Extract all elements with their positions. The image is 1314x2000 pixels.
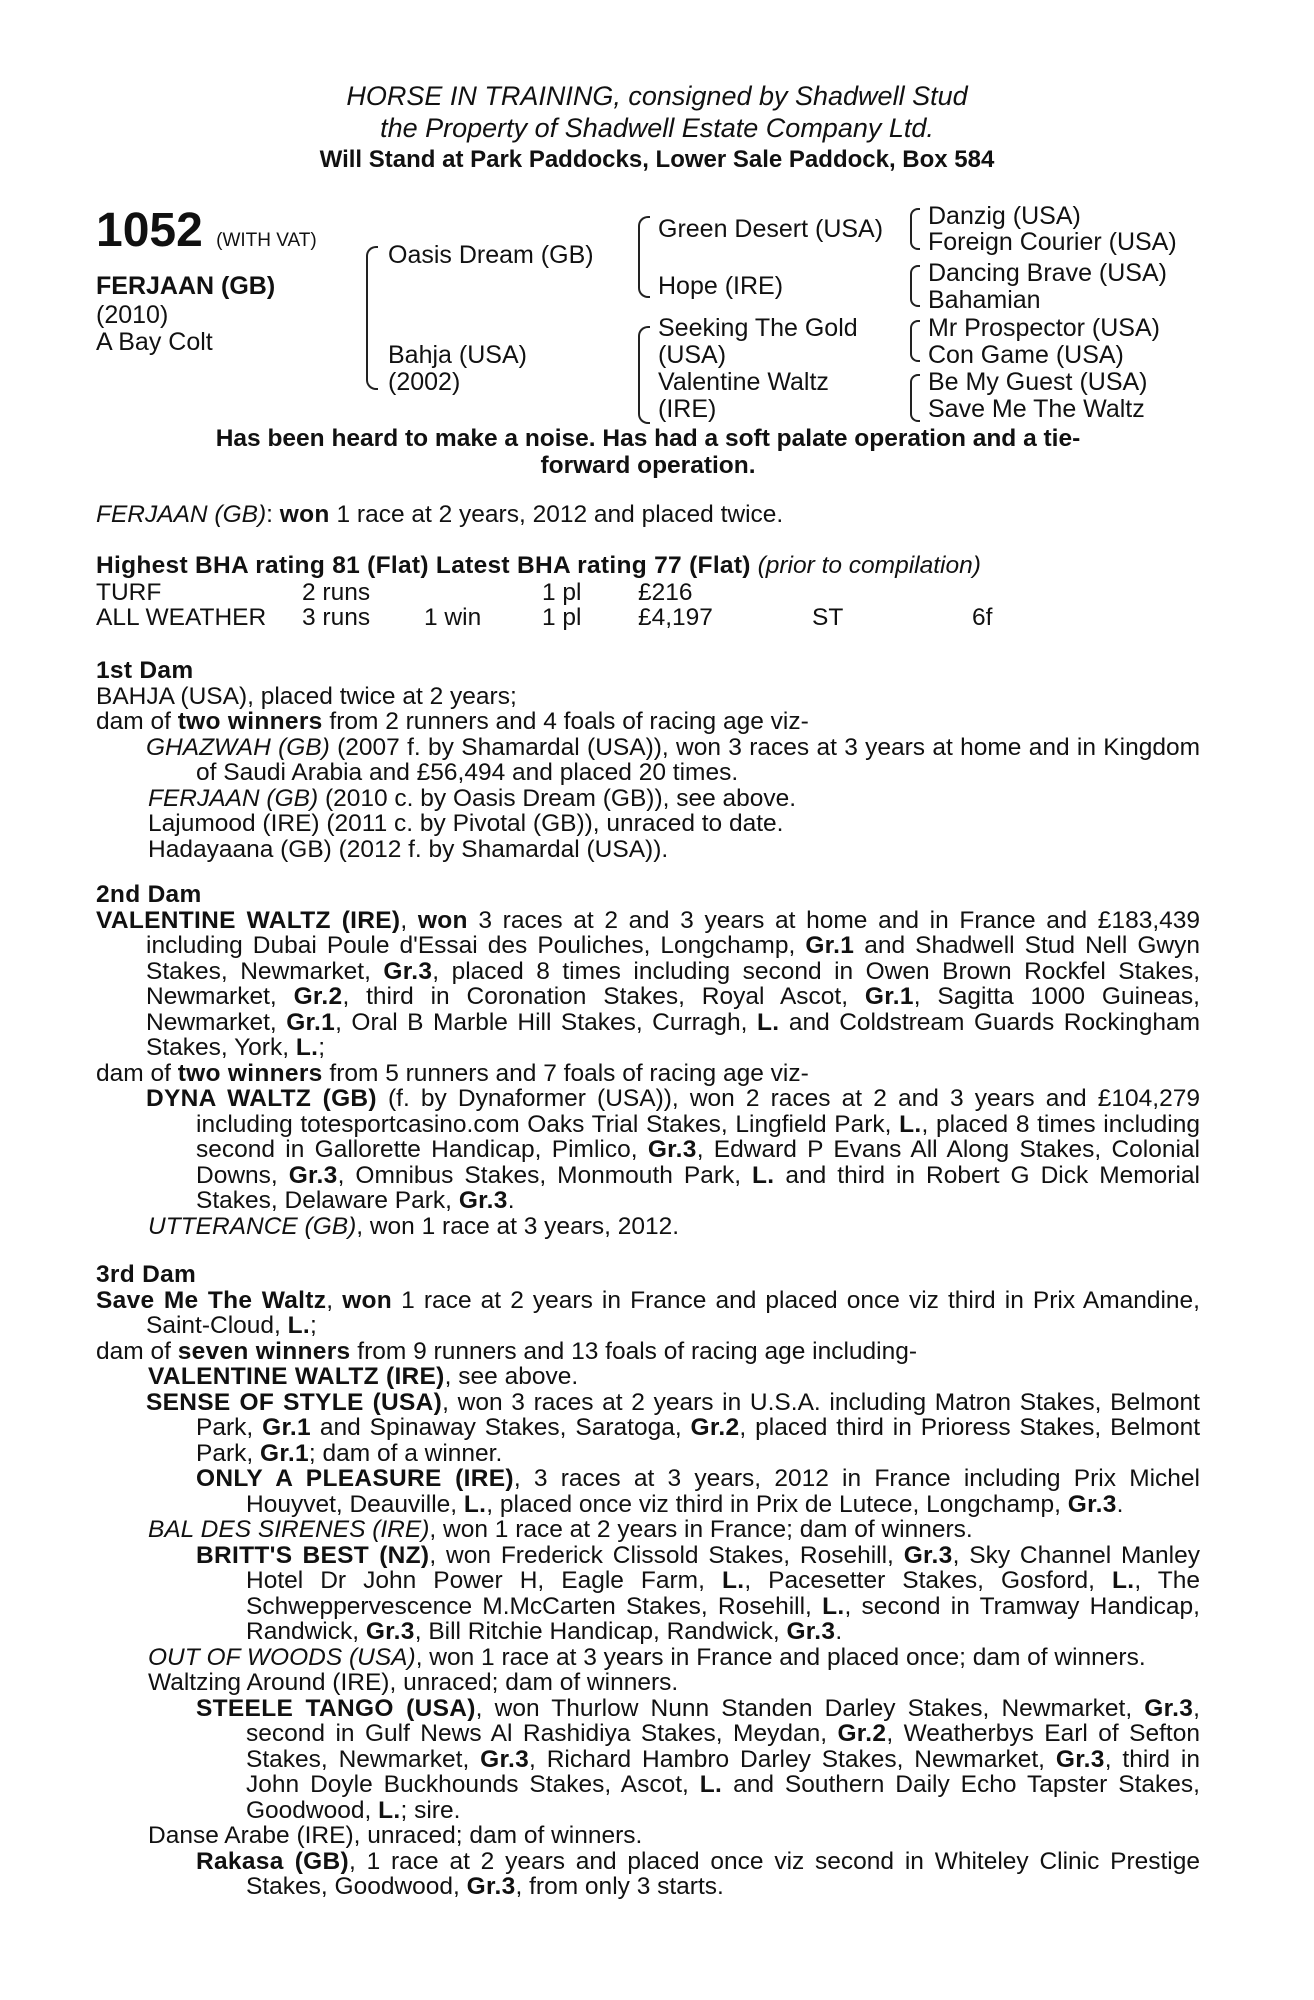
- record-money: £216: [638, 579, 693, 606]
- offspring-dyna-waltz: [96, 1086, 1200, 1214]
- horse-description: A Bay Colt: [96, 328, 213, 356]
- offspring-name: FERJAAN (GB): [148, 784, 319, 812]
- owner-line: the Property of Shadwell Estate Company Ltd.: [380, 113, 934, 143]
- gg-6: Con Game (USA): [928, 341, 1124, 369]
- second-dam-record: VALENTINE WALTZ (IRE), won 3 races at 2 and 3 years at home and in France and £183,439 including Dubai Poule d'Essai des Pouliches, Longchamp, Gr.1 and Shadwell Stud Nell Gwyn Stakes, Newmarket, Gr.3, placed 8 times including second in Owen Brown Rockfel Stakes, Newmarket, Gr.2, third in Coronation Stakes, Royal Ascot, Gr.1, Sagitta 1000 Guineas, Newmarket, Gr.1, Oral B Marble Hill Stakes, Curragh, L. and Coldstream Guards Rockingham Stakes, York, L.;: [96, 906, 1200, 1061]
- third-dam-section: [96, 1262, 1200, 1900]
- notice-line-1: Has been heard to make a noise. Has had a soft palate operation and a tie-: [215, 425, 1081, 452]
- pedigree-brace-4: [910, 374, 920, 422]
- first-dam-heading: 1st Dam: [96, 657, 194, 684]
- text: , third in John Doyle Buckhounds Stakes, Ascot,: [246, 1745, 1201, 1798]
- text: ; sire.: [400, 1796, 461, 1824]
- gg-4: Bahamian: [928, 286, 1041, 314]
- text: from 5 runners and 7 foals of racing age viz-: [322, 1059, 809, 1087]
- second-dam-name: VALENTINE WALTZ (IRE): [96, 906, 401, 934]
- text: , see above.: [444, 1363, 579, 1390]
- text: (f. by Dynaformer (USA)), won 2 races at 2 and 3 years and £104,279 including totesportcasino.com Oaks Trial Stakes, Lingfield Park,: [196, 1085, 1200, 1138]
- dam-dam-line1: Valentine Waltz: [658, 368, 829, 396]
- grade: Gr.2: [293, 983, 343, 1010]
- offspring-name: BAL DES SIRENES (IRE): [148, 1516, 430, 1543]
- text: , 1 race at 2 years and placed once viz second in Whiteley Clinic Prestige Stakes, Goodwood,: [246, 1847, 1201, 1900]
- grade: Gr.1: [260, 1439, 309, 1467]
- text: and Spinaway Stakes, Saratoga,: [310, 1414, 691, 1441]
- text: , Pacesetter Stakes, Gosford,: [744, 1567, 1113, 1594]
- grade: L.: [756, 1008, 780, 1036]
- dam-sire-line2: (USA): [658, 341, 727, 369]
- grade: Gr.2: [690, 1414, 740, 1441]
- horse-name: FERJAAN (GB): [96, 272, 276, 300]
- third-dam-heading: 3rd Dam: [96, 1261, 197, 1288]
- pedigree-brace-1: [910, 208, 920, 250]
- text: , Sky Channel Manley Hotel Dr John Power H, Eagle Farm,: [246, 1541, 1200, 1594]
- offspring-sense-of-style: [96, 1390, 1200, 1467]
- stabling-line: Will Stand at Park Paddocks, Lower Sale Paddock, Box 584: [319, 146, 995, 173]
- grade: Gr.3: [383, 957, 433, 985]
- sire-name: Oasis Dream (GB): [388, 241, 594, 269]
- text: , Sagitta 1000 Guineas, Newmarket,: [146, 983, 1200, 1036]
- grade: L.: [899, 1110, 922, 1138]
- grade: Gr.1: [262, 1414, 311, 1441]
- text: , The Schweppervescence M.McCarten Stakes, Rosehill,: [246, 1567, 1200, 1620]
- produce-winners: two winners: [177, 708, 323, 735]
- text: , won Thurlow Nunn Standen Darley Stakes, Newmarket,: [475, 1694, 1145, 1722]
- grade: L.: [463, 1490, 487, 1518]
- record-dist: 6f: [972, 604, 993, 631]
- grade: L.: [1112, 1567, 1135, 1594]
- offspring-hadayaana: Hadayaana (GB) (2012 f. by Shamardal (USA)).: [148, 835, 669, 863]
- text: , Omnibus Stakes, Monmouth Park,: [337, 1161, 753, 1189]
- text: , Bill Ritchie Handicap, Randwick,: [414, 1618, 787, 1645]
- grade: L.: [752, 1161, 775, 1189]
- pedigree-brace-2: [910, 265, 920, 307]
- gg-3: Dancing Brave (USA): [928, 259, 1167, 287]
- offspring-ferjaan: [96, 786, 1200, 812]
- summary-won: won: [279, 501, 330, 528]
- text: dam of: [96, 1337, 178, 1365]
- offspring-danse-arabe: Danse Arabe (IRE), unraced; dam of winners.: [148, 1822, 643, 1849]
- third-dam-name: Save Me The Waltz: [96, 1286, 327, 1314]
- text: 3 races at 2 and 3 years at home and in France and £183,439 including Dubai Poule d'Essai des Pouliches, Longchamp,: [146, 906, 1200, 959]
- summary-rest: 1 race at 2 years, 2012 and placed twice.: [329, 501, 784, 528]
- dam-year: (2002): [388, 368, 461, 396]
- grade: Gr.3: [480, 1745, 530, 1773]
- grade: Gr.3: [1144, 1694, 1194, 1722]
- gg-5: Mr Prospector (USA): [928, 314, 1160, 342]
- record-surface: ALL WEATHER: [96, 604, 267, 631]
- first-dam-line: BAHJA (USA), placed twice at 2 years;: [96, 682, 517, 710]
- grade: L.: [721, 1567, 745, 1594]
- second-dam-won: won: [417, 906, 468, 934]
- offspring-name: DYNA WALTZ (GB): [146, 1085, 377, 1112]
- second-dam-produce: [96, 1061, 1200, 1087]
- third-dam-record: Save Me The Waltz, won 1 race at 2 years in France and placed once viz third in Prix Amandine, Saint-Cloud, L.;: [96, 1286, 1200, 1339]
- text: ; dam of a winner.: [308, 1439, 503, 1467]
- record-placed: 1 pl: [542, 604, 582, 631]
- produce-winners: seven winners: [177, 1337, 351, 1365]
- wind-operation-notice: [96, 425, 1200, 479]
- text: , second in Tramway Handicap, Randwick,: [246, 1592, 1200, 1645]
- sire-dam: Hope (IRE): [658, 272, 784, 300]
- text: , won 1 race at 2 years in France; dam of winners.: [429, 1516, 973, 1543]
- record-placed: 1 pl: [542, 579, 582, 606]
- text: , 3 races at 3 years, 2012 in France including Prix Michel Houyvet, Deauville,: [246, 1465, 1201, 1518]
- offspring-lajumood: Lajumood (IRE) (2011 c. by Pivotal (GB)), unraced to date.: [148, 810, 784, 837]
- text: dam of: [96, 1059, 178, 1087]
- grade: Gr.1: [864, 983, 914, 1010]
- text: and Southern Daily Echo Tapster Stakes, Goodwood,: [246, 1771, 1200, 1824]
- pedigree-brace-3: [910, 320, 920, 362]
- offspring-utterance: [96, 1214, 1200, 1240]
- third-dam-produce: [96, 1339, 1200, 1365]
- rating-note: (prior to compilation): [757, 552, 981, 579]
- text: , Richard Hambro Darley Stakes, Newmarket,: [529, 1745, 1056, 1773]
- offspring-name: GHAZWAH (GB): [146, 733, 330, 761]
- first-dam-section: [96, 658, 1200, 862]
- produce-winners: two winners: [177, 1059, 323, 1087]
- grade: L.: [378, 1796, 401, 1824]
- record-wins: 1 win: [424, 604, 482, 631]
- text: , third in Coronation Stakes, Royal Ascot,: [342, 983, 865, 1010]
- pedigree-brace-main: [366, 246, 378, 390]
- text: from 9 runners and 13 foals of racing age including-: [350, 1337, 918, 1365]
- text: , placed once viz third in Prix de Lutece, Longchamp,: [486, 1490, 1068, 1518]
- pedigree-brace-sire: [638, 216, 650, 298]
- grade: Gr.1: [805, 932, 855, 959]
- race-summary: FERJAAN (GB): won 1 race at 2 years, 2012 and placed twice.: [96, 501, 784, 528]
- grade: L.: [295, 1034, 319, 1061]
- third-dam-won: won: [342, 1286, 393, 1314]
- gg-1: Danzig (USA): [928, 202, 1081, 230]
- offspring-detail: (2010 c. by Oasis Dream (GB)), see above.: [318, 784, 797, 812]
- dam-dam-line2: (IRE): [658, 395, 717, 423]
- second-dam-heading: 2nd Dam: [96, 881, 202, 908]
- offspring-rakasa: [96, 1849, 1200, 1900]
- offspring-name: SENSE OF STYLE (USA): [146, 1388, 443, 1416]
- grade: Gr.3: [458, 1187, 508, 1214]
- grade: Gr.3: [1055, 1745, 1105, 1773]
- offspring-detail: (2007 f. by Shamardal (USA)), won 3 races at 3 years at home and in Kingdom of Saudi Arabia and £56,494 and placed 20 times.: [196, 733, 1200, 786]
- text: , placed 8 times including second in Gallorette Handicap, Pimlico,: [196, 1110, 1200, 1163]
- text: .: [507, 1187, 515, 1214]
- offspring-name: UTTERANCE (GB): [148, 1212, 357, 1240]
- gg-8: Save Me The Waltz: [928, 395, 1145, 423]
- offspring-waltzing-around: Waltzing Around (IRE), unraced; dam of winners.: [148, 1669, 679, 1696]
- offspring-only-a-pleasure: [96, 1466, 1200, 1517]
- dam-name: Bahja (USA): [388, 341, 527, 369]
- notice-line-2: forward operation.: [540, 452, 756, 479]
- text: , placed 8 times including second in Owen Brown Rockfel Stakes, Newmarket,: [146, 957, 1200, 1010]
- first-dam-produce: [96, 709, 1200, 735]
- offspring-steele-tango: [96, 1696, 1200, 1824]
- text: .: [1116, 1490, 1124, 1518]
- offspring-name: STEELE TANGO (USA): [196, 1694, 476, 1722]
- record-runs: 3 runs: [302, 604, 371, 631]
- grade: Gr.1: [286, 1008, 336, 1036]
- gg-2: Foreign Courier (USA): [928, 228, 1177, 256]
- lot-number-value: 1052: [96, 204, 203, 257]
- record-money: £4,197: [638, 604, 713, 631]
- bha-rating: [96, 553, 1200, 579]
- text: , Weatherbys Earl of Sefton Stakes, Newmarket,: [246, 1720, 1200, 1773]
- text: and Shadwell Stud Nell Gwyn Stakes, Newmarket,: [146, 932, 1200, 985]
- grade: L.: [699, 1771, 723, 1798]
- lot-number: [96, 206, 317, 266]
- record-going: ST: [812, 604, 844, 631]
- vat-note: (WITH VAT): [216, 230, 317, 251]
- produce-suffix: from 2 runners and 4 foals of racing age viz-: [322, 708, 809, 735]
- grade: L.: [822, 1592, 845, 1620]
- consignor-line: HORSE IN TRAINING, consigned by Shadwell Stud: [346, 81, 968, 111]
- grade: Gr.3: [786, 1618, 836, 1645]
- text: , placed third in Prioress Stakes, Belmont Park,: [196, 1414, 1201, 1467]
- text: , won Frederick Clissold Stakes, Rosehill,: [429, 1541, 904, 1569]
- text: and Coldstream Guards Rockingham Stakes, York,: [146, 1008, 1200, 1061]
- gg-7: Be My Guest (USA): [928, 368, 1148, 396]
- grade: Gr.3: [647, 1136, 697, 1163]
- text: ;: [310, 1312, 317, 1339]
- sire-sire: Green Desert (USA): [658, 215, 884, 243]
- offspring-name: BRITT'S BEST (NZ): [196, 1541, 430, 1569]
- text: , from only 3 starts.: [515, 1873, 724, 1900]
- second-dam-section: [96, 882, 1200, 1239]
- text: , won 1 race at 3 years, 2012.: [356, 1212, 680, 1240]
- text: , Oral B Marble Hill Stakes, Curragh,: [335, 1008, 757, 1036]
- record-runs: 2 runs: [302, 579, 371, 606]
- produce-prefix: dam of: [96, 708, 178, 735]
- pedigree-brace-dam: [638, 326, 650, 424]
- grade: Gr.3: [365, 1618, 415, 1645]
- text: , Edward P Evans All Along Stakes, Colonial Downs,: [196, 1136, 1200, 1189]
- grade: Gr.3: [288, 1161, 338, 1189]
- grade: L.: [287, 1312, 311, 1339]
- offspring-valentine-waltz: [96, 1364, 1200, 1390]
- offspring-name: OUT OF WOODS (USA): [148, 1643, 416, 1671]
- text: , won 3 races at 2 years in U.S.A. including Matron Stakes, Belmont Park,: [196, 1388, 1200, 1441]
- rating-text: Highest BHA rating 81 (Flat) Latest BHA rating 77 (Flat): [96, 552, 751, 579]
- offspring-name: VALENTINE WALTZ (IRE): [148, 1363, 445, 1390]
- text: ;: [318, 1034, 325, 1061]
- text: , won 1 race at 3 years in France and placed once; dam of winners.: [415, 1643, 1146, 1671]
- offspring-name: ONLY A PLEASURE (IRE): [196, 1465, 514, 1492]
- grade: Gr.3: [903, 1541, 953, 1569]
- dam-sire-line1: Seeking The Gold: [658, 314, 858, 342]
- offspring-ghazwah: [96, 735, 1200, 786]
- record-surface: TURF: [96, 579, 162, 606]
- grade: Gr.3: [466, 1873, 516, 1900]
- text: and third in Robert G Dick Memorial Stakes, Delaware Park,: [196, 1161, 1200, 1214]
- text: , second in Gulf News Al Rashidiya Stakes, Meydan,: [246, 1694, 1200, 1747]
- grade: Gr.2: [837, 1720, 887, 1747]
- offspring-name: Rakasa (GB): [196, 1847, 349, 1875]
- text: 1 race at 2 years in France and placed once viz third in Prix Amandine, Saint-Cloud,: [146, 1286, 1200, 1339]
- text: .: [835, 1618, 843, 1645]
- offspring-britts-best: [96, 1543, 1200, 1645]
- summary-horse-name: FERJAAN (GB): [96, 501, 267, 528]
- offspring-bal-des-sirenes: [96, 1517, 1200, 1543]
- offspring-out-of-woods: [96, 1645, 1200, 1671]
- grade: Gr.3: [1067, 1490, 1117, 1518]
- foaling-year: (2010): [96, 301, 169, 329]
